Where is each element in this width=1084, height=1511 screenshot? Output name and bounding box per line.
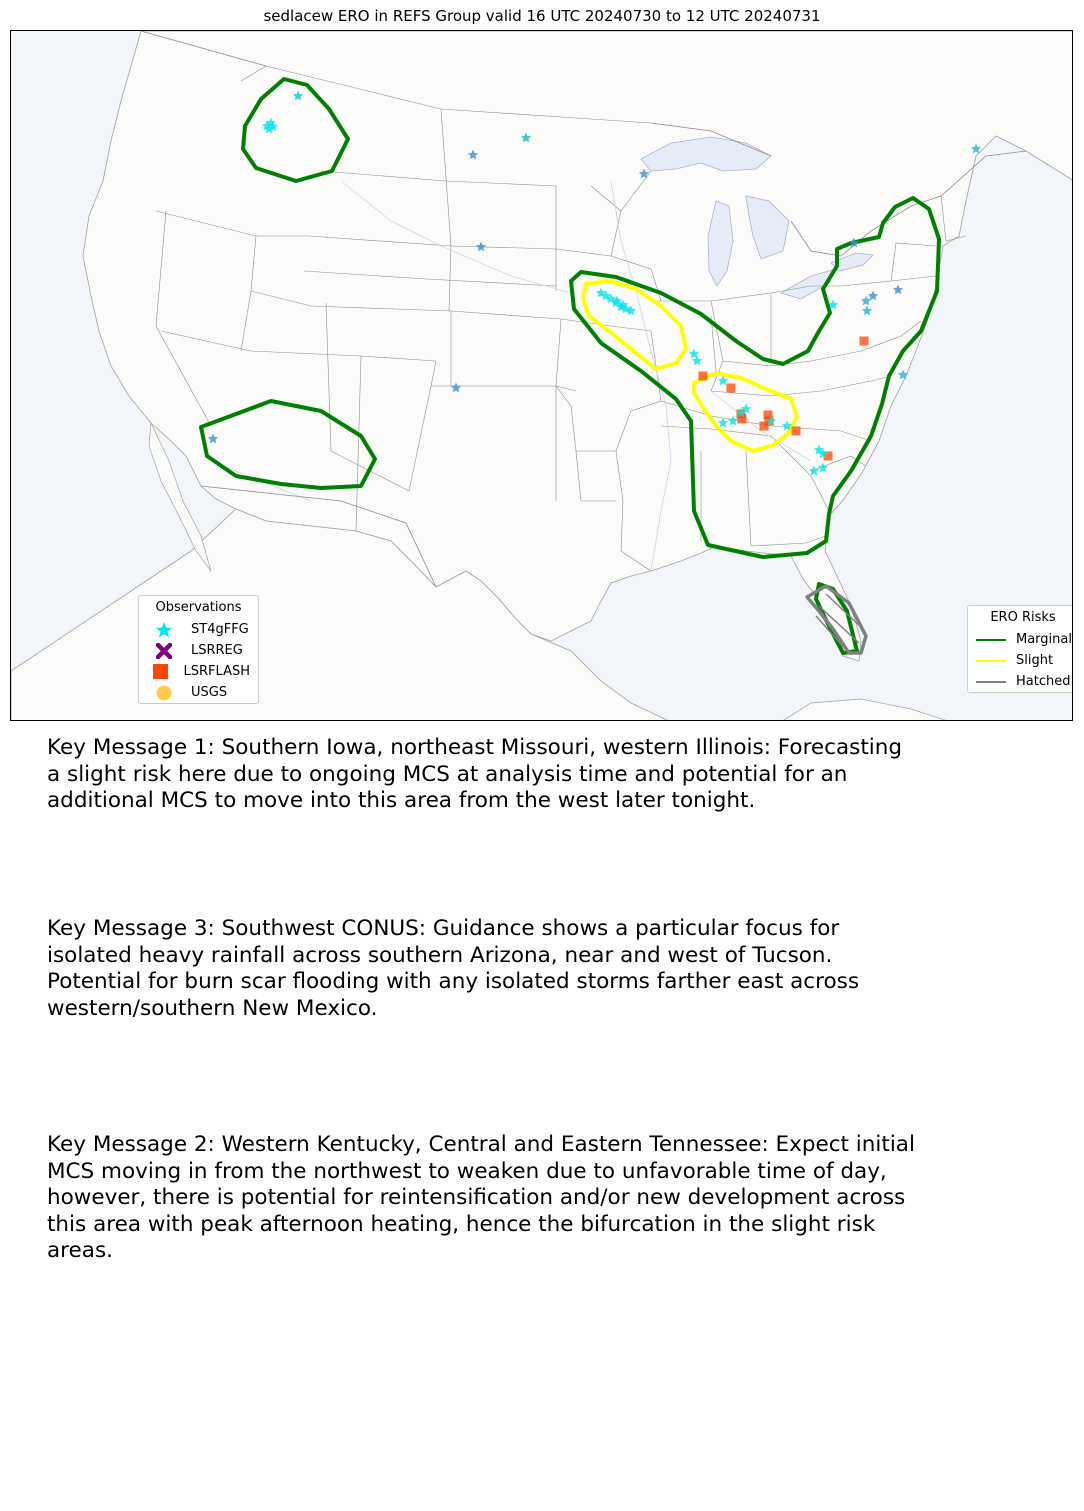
x-icon — [147, 643, 181, 659]
key-message-3: Key Message 3: Southwest CONUS: Guidance shows a particular focus for isolated heavy rainfall across southern Arizona, near and west of Tucson. Potential for burn scar flooding with any isolated storms farther east across western/southern New Mexico. — [47, 916, 860, 1021]
ero-risks-legend — [967, 605, 1073, 693]
line-swatch-icon — [976, 680, 1006, 684]
lsrflash-marker — [699, 372, 708, 381]
ero-legend-title: ERO Risks — [990, 610, 1056, 625]
legend-row-lsrreg — [147, 640, 250, 661]
legend-row-lsrflash — [147, 661, 250, 682]
key-message-1: Key Message 1: Southern Iowa, northeast Missouri, western Illinois: Forecasting a slight risk here due to ongoing MCS at analysis time and potential for an additional MCS to move into this area from the west later tonight. — [47, 735, 903, 813]
legend-label: LSRFLASH — [183, 664, 250, 679]
legend-label: LSRREG — [191, 643, 243, 658]
line-swatch-icon — [976, 638, 1006, 642]
key-message-2: Key Message 2: Western Kentucky, Central and Eastern Tennessee: Expect initial MCS moving in from the northwest to weaken due to unfavorable time of day, however, there is potential for reintensification and/or new development across this area with peak afternoon heating, hence the bifurcation in the slight risk areas. — [47, 1132, 915, 1263]
star-icon — [147, 621, 181, 639]
lsrflash-marker — [792, 427, 801, 436]
square-icon — [147, 664, 174, 679]
observations-legend-title: Observations — [155, 600, 242, 615]
lsrflash-marker — [727, 384, 736, 393]
legend-row-st4gffg — [147, 619, 250, 640]
legend-label: Hatched — [1016, 674, 1071, 689]
legend-label: USGS — [191, 685, 228, 700]
legend-label: Marginal — [1016, 632, 1072, 647]
circle-icon — [147, 685, 181, 701]
map-panel — [10, 30, 1073, 721]
lsrflash-marker — [860, 337, 869, 346]
legend-row-usgs — [147, 682, 250, 703]
legend-row-hatched — [976, 671, 1070, 692]
legend-row-slight — [976, 650, 1070, 671]
legend-label: Slight — [1016, 653, 1054, 668]
observations-legend — [138, 595, 259, 704]
legend-row-marginal — [976, 629, 1070, 650]
figure-title: sedlacew ERO in REFS Group valid 16 UTC 20240730 to 12 UTC 20240731 — [263, 7, 821, 25]
legend-label: ST4gFFG — [191, 622, 249, 637]
lsrflash-marker — [760, 422, 769, 431]
line-swatch-icon — [976, 659, 1006, 663]
